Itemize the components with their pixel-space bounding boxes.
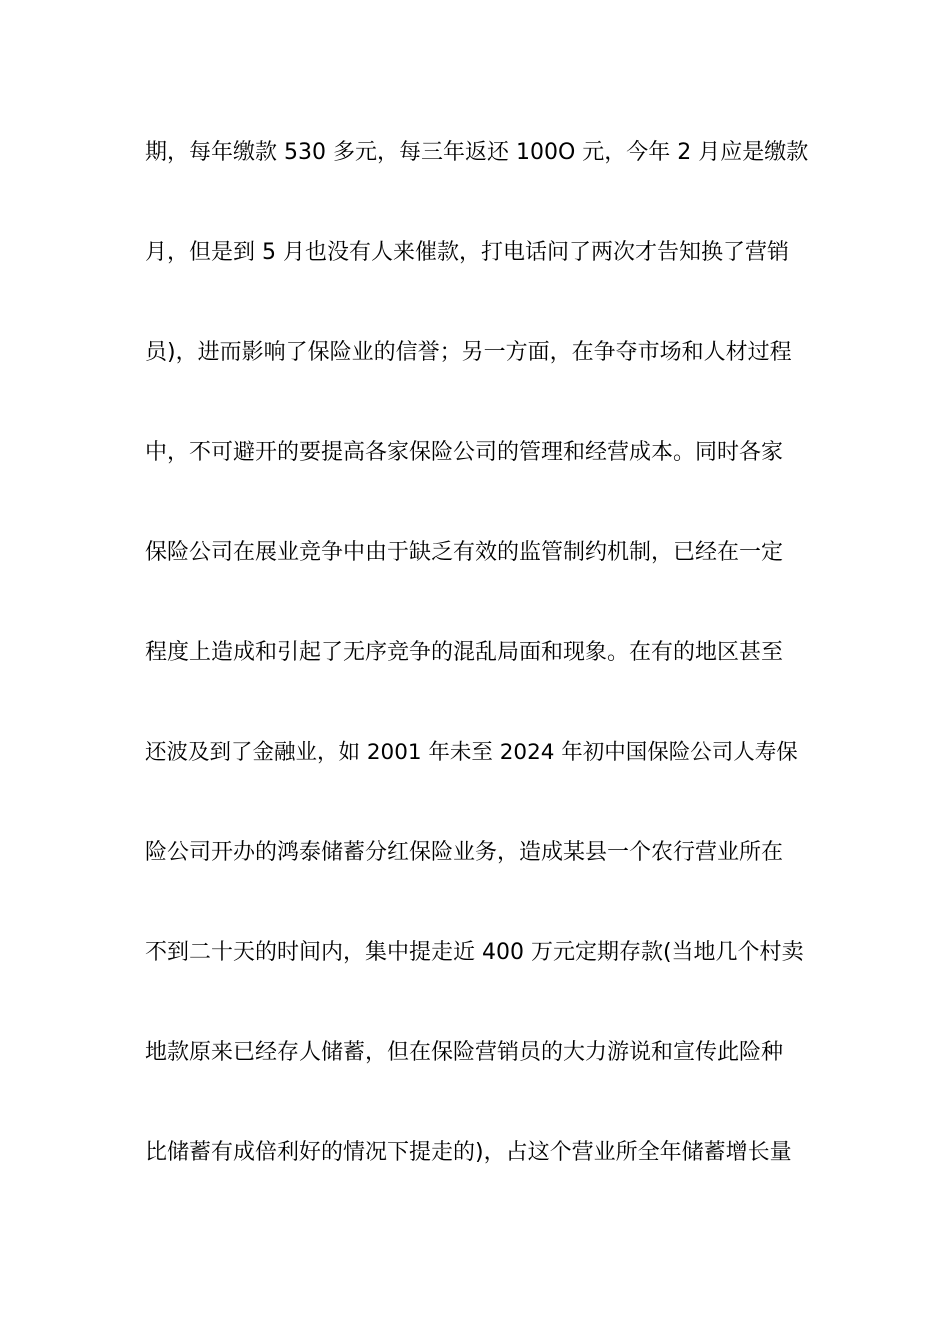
text-line: 险公司开办的鸿泰储蓄分红保险业务，造成某县一个农行营业所在	[145, 840, 784, 865]
text-line: 地款原来已经存人储蓄，但在保险营销员的大力游说和宣传此险种	[145, 1040, 784, 1065]
text-line: 保险公司在展业竞争中由于缺乏有效的监管制约机制，已经在一定	[145, 540, 784, 565]
text-line: 员)，进而影响了保险业的信誉；另一方面，在争夺市场和人材过程	[145, 340, 792, 365]
body-text	[145, 133, 810, 1233]
text-line: 不到二十天的时间内，集中提走近 400 万元定期存款(当地几个村卖	[145, 940, 804, 965]
text-line: 期，每年缴款 530 多元，每三年返还 100O 元，今年 2 月应是缴款	[145, 140, 809, 165]
text-line: 月，但是到 5 月也没有人来催款，打电话问了两次才告知换了营销	[145, 240, 789, 265]
text-line: 程度上造成和引起了无序竞争的混乱局面和现象。在有的地区甚至	[145, 640, 784, 665]
text-line: 中，不可避开的要提高各家保险公司的管理和经营成本。同时各家	[145, 440, 784, 465]
text-line: 还波及到了金融业，如 2001 年未至 2024 年初中国保险公司人寿保	[145, 740, 798, 765]
text-line: 比储蓄有成倍利好的情况下提走的)，占这个营业所全年储蓄增长量	[145, 1140, 792, 1165]
